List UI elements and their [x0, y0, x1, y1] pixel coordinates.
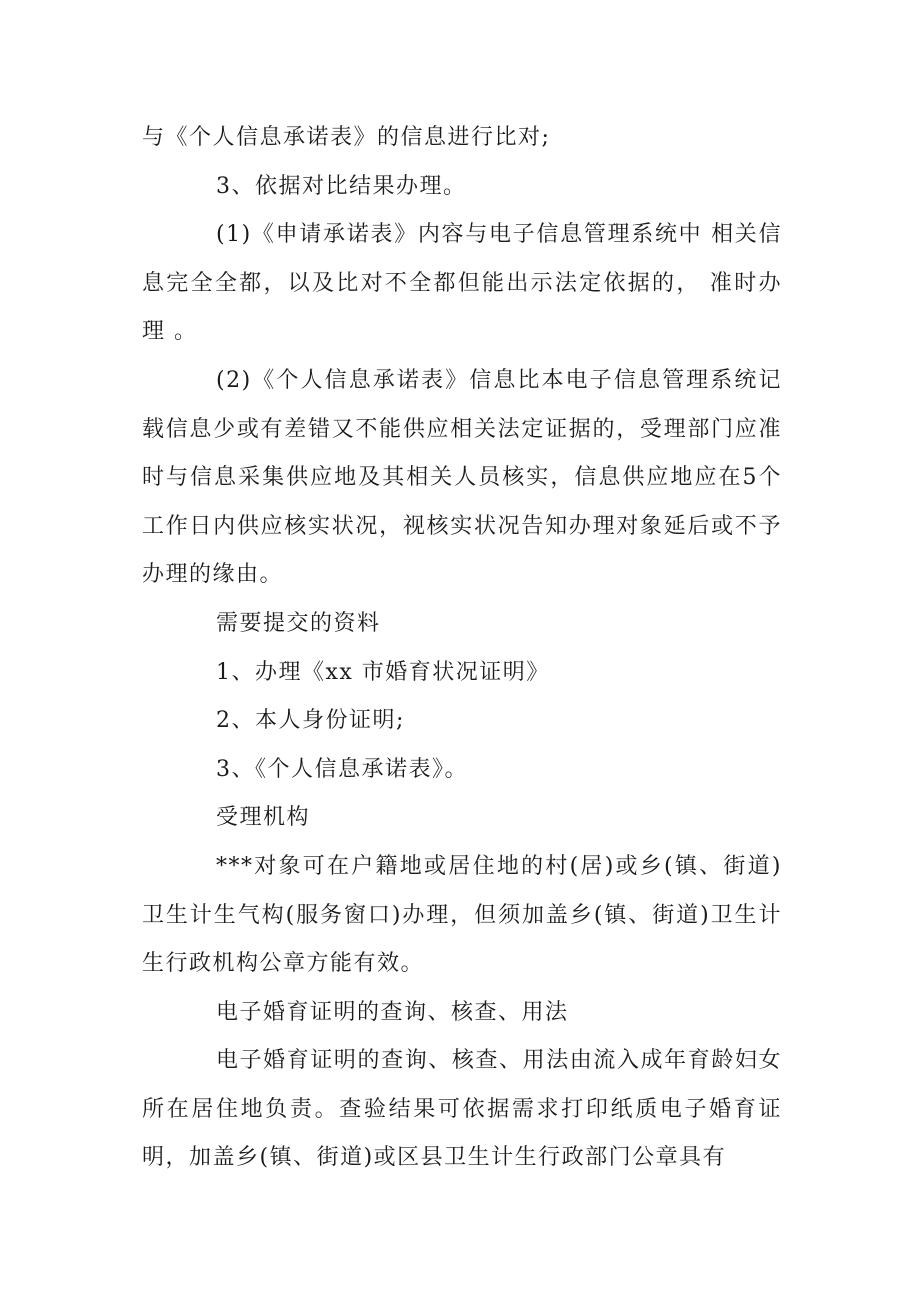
paragraph-case-1: (1)《申请承诺表》内容与电子信息管理系统中 相关信息完全全都，以及比对不全都但能出示法定依据的， 准时办理 。	[142, 222, 782, 345]
paragraph-comparison-end: 与《个人信息承诺表》的信息进行比对;	[142, 125, 551, 150]
paragraph-accepting-agency: ***对象可在户籍地或居住地的村(居)或乡(镇、街道)卫生计生气构(服务窗口)办理，但须加盖乡(镇、街道)卫生计生行政机构公章方能有效。	[142, 853, 782, 977]
paragraph-case-2: (2)《个人信息承诺表》信息比本电子信息管理系统记载信息少或有差错又不能供应相关法定证据的，受理部门应准时与信息采集供应地及其相关人员核实，信息供应地应在5个工作日内供应核实状况，视核实状况告知办理对象延后或不予办理的缘由。	[142, 367, 782, 588]
paragraph-step-3: 3、依据对比结果办理。	[216, 173, 467, 199]
material-item-3: 3、《个人信息承诺表》。	[216, 756, 468, 782]
document-body	[142, 114, 782, 1183]
heading-accepting-agency: 受理机构	[216, 805, 311, 831]
material-item-2: 2、本人身份证明;	[216, 708, 405, 734]
heading-electronic-certificate: 电子婚育证明的查询、核查、用法	[216, 999, 569, 1025]
heading-required-materials: 需要提交的资料	[216, 610, 381, 636]
material-item-1: 1、办理《xx 市婚育状况证明》	[216, 659, 550, 685]
paragraph-electronic-certificate: 电子婚育证明的查询、核查、用法由流入成年育龄妇女所在居住地负责。查验结果可依据需求打印纸质电子婚育证明，加盖乡(镇、街道)或区县卫生计生行政部门公章具有	[142, 1048, 782, 1171]
